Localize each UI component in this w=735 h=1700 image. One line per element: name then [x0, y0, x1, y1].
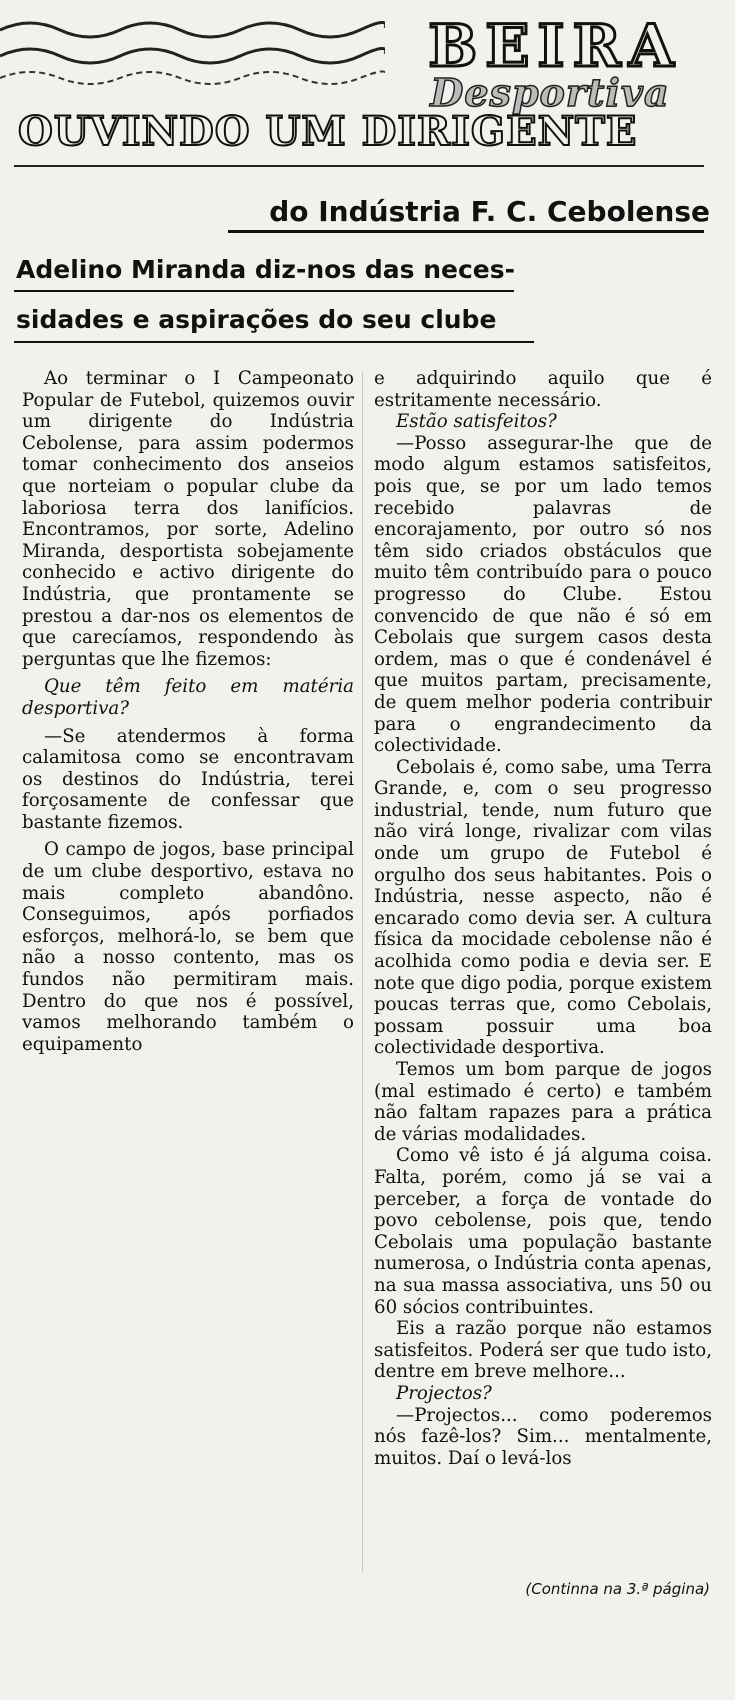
article-paragraph: O campo de jogos, base principal de um clube desportivo, estava no mais completo abandôno. Conseguimos, após porfiados esforços, melhorá-lo, se bem que não a nosso contento, mas os fundos não permitiram mais. Dentro do que nos é possível, vamos melhorando também o equipamento — [22, 839, 354, 1055]
left-column — [22, 368, 354, 1055]
deck-line-2: sidades e aspirações do seu clube — [16, 305, 497, 334]
subhead-rule — [228, 230, 704, 233]
wave-ornament — [0, 8, 385, 88]
article-paragraph: Temos um bom parque de jogos (mal estimado é certo) e também não faltam rapazes para a prática de várias modalidades. — [374, 1059, 712, 1145]
deck-rule-1 — [14, 290, 514, 292]
interview-question: Estão satisfeitos? — [396, 411, 557, 433]
masthead — [0, 0, 735, 115]
article-paragraph: Ao terminar o I Campeonato Popular de Futebol, quizemos ouvir um dirigente do Indústria Cebolense, para assim podermos tomar conhecimento dos anseios que norteiam o popular clube da laboriosa terra dos lanifícios. Encontramos, por sorte, Adelino Miranda, desportista sobejamente conhecido e activo dirigente do Indústria, que prontamente se prestou a dar-nos os elementos de que carecíamos, respondendo às perguntas que lhe fizemos: — [22, 368, 354, 670]
article-paragraph: Eis a razão porque não estamos satisfeitos. Poderá ser que tudo isto, dentre em breve melhore... — [374, 1318, 712, 1383]
section-logo — [390, 12, 710, 115]
article-headline: OUVINDO UM DIRIGENTE — [18, 108, 638, 155]
article-paragraph: —Projectos... como poderemos nós fazê-los? Sim... mentalmente, muitos. Daí o levá-los — [374, 1404, 712, 1469]
interview-question: Projectos? — [396, 1382, 492, 1404]
article-paragraph: —Posso assegurar-lhe que de modo algum estamos satisfeitos, pois que, se por um lado temos recebido palavras de encorajamento, por outro só nos têm sido criados obstáculos que muito têm contribuído para o pouco progresso do Clube. Estou convencido de que não é só em Cebolais que surgem casos desta ordem, mas o que é condenável é que muitos partam, precisamente, de quem melhor poderia contribuir para o engrandecimento da colectividade. — [374, 432, 712, 757]
section-title: BEIRA — [428, 12, 682, 80]
right-column — [374, 368, 712, 1469]
interview-question: Que têm feito em matéria desportiva? — [22, 676, 354, 719]
headline-rule — [14, 165, 704, 167]
section-subtitle: Desportiva — [430, 70, 670, 115]
continued-note: (Continna na 3.ª página) — [525, 1580, 710, 1598]
article-paragraph: —Se atendermos à forma calamitosa como se encontravam os destinos do Indústria, terei forçosamente de confessar que bastante fizemos. — [22, 725, 354, 833]
article-paragraph: e adquirindo aquilo que é estritamente necessário. — [374, 368, 712, 411]
article-subhead: do Indústria F. C. Cebolense — [269, 195, 710, 228]
article-paragraph: Como vê isto é já alguma coisa. Falta, porém, como já se vai a perceber, a força de vontade do povo cebolense, pois que, tendo Cebolais uma população bastante numerosa, o Indústria conta apenas, na sua massa associativa, uns 50 ou 60 sócios contribuintes. — [374, 1145, 712, 1318]
article-paragraph: Cebolais é, como sabe, uma Terra Grande, e, com o seu progresso industrial, tende, num futuro que não virá longe, rivalizar com vilas onde um grupo de Futebol é orgulho dos seus habitantes. Pois o Indústria, nesse aspecto, não é encarado como devia ser. A cultura física da mocidade cebolense não é acolhida como podia e devia ser. E note que digo podia, porque existem poucas terras que, como Cebolais, possam possuir uma boa colectividade desportiva. — [374, 756, 712, 1059]
deck-line-1: Adelino Miranda diz-nos das neces- — [16, 255, 516, 284]
deck-rule-2 — [14, 341, 534, 343]
column-divider — [362, 372, 363, 1572]
